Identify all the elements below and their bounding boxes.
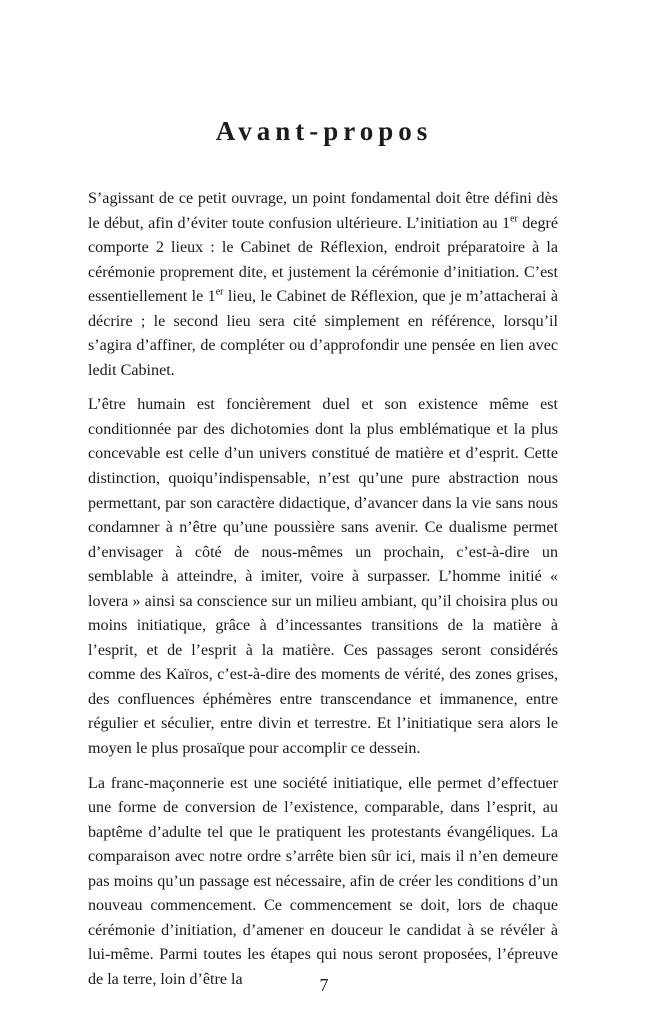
page-number: 7 [319,975,329,995]
paragraph-1-part-c: lieu, le Cabinet de Réflexion, que je m’attacherai à décrire ; le second lieu sera cité simplement en référence, lorsqu’il s’agira d’affiner, de compléter ou d’approfondir une pensée en lien avec ledit Cabinet. [88,288,559,379]
ordinal-superscript: er [215,286,224,298]
paragraph-2: L’être humain est foncièrement duel et son existence même est conditionnée par des dichotomies dont la plus emblématique et la plus concevable est celle d’un univers constitué de matière et d’esprit. Cette distinction, quoiqu’indispensable, n’est qu’une pure abstraction nous permettant, par son caractère didactique, d’avancer dans la vie sans nous condamner à n’être qu’une poussière sans avenir. Ce dualisme permet d’envisager à côté de nous-mêmes un prochain, c’est-à-dire un semblable à atteindre, à imiter, voire à surpasser. L’homme initié « lovera » ainsi sa conscience sur un milieu ambiant, qu’il choisira plus ou moins initiatique, grâce à d’incessantes transitions de la matière à l’esprit, et de l’esprit à la matière. Ces passages seront considérés comme des Kaïros, c’est-à-dire des moments de vérité, des zones grises, des confluences éphémères entre transcendance et immanence, entre régulier et séculier, entre divin et terrestre. Et l’initiatique sera alors le moyen le plus prosaïque pour accomplir ce dessein. [88,396,558,758]
paragraph-1 [88,187,558,383]
body-text [88,187,558,993]
ordinal-superscript: er [510,213,518,225]
paragraph-3: La franc-maçonnerie est une société initiatique, elle permet d’effectuer une forme de conversion de l’existence, comparable, dans l’esprit, au baptême d’adulte tel que le pratiquent les protestants évangéliques. La comparaison avec notre ordre s’arrête bien sûr ici, mais il n’en demeure pas moins qu’un passage est nécessaire, afin de créer les conditions d’un nouveau commencement. Ce commencement se doit, lors de chaque cérémonie d’initiation, d’amener en douceur le candidat à se révéler à lui-même. Parmi toutes les étapes qui nous seront proposées, l’épreuve de la terre, loin d’être la [88,774,558,988]
chapter-title: Avant-propos [215,116,433,147]
paragraph-1-part-b: degré comporte 2 lieux : le Cabinet de Réflexion, endroit préparatoire à la cérémonie proprement dite, et justement la cérémonie d’initiation. C’est essentiellement le 1 [88,214,558,306]
paragraph-1-part-a: S’agissant de ce petit ouvrage, un point fondamental doit être défini dès le début, afin d’éviter toute confusion ultérieure. L’initiation au 1 [88,190,558,232]
